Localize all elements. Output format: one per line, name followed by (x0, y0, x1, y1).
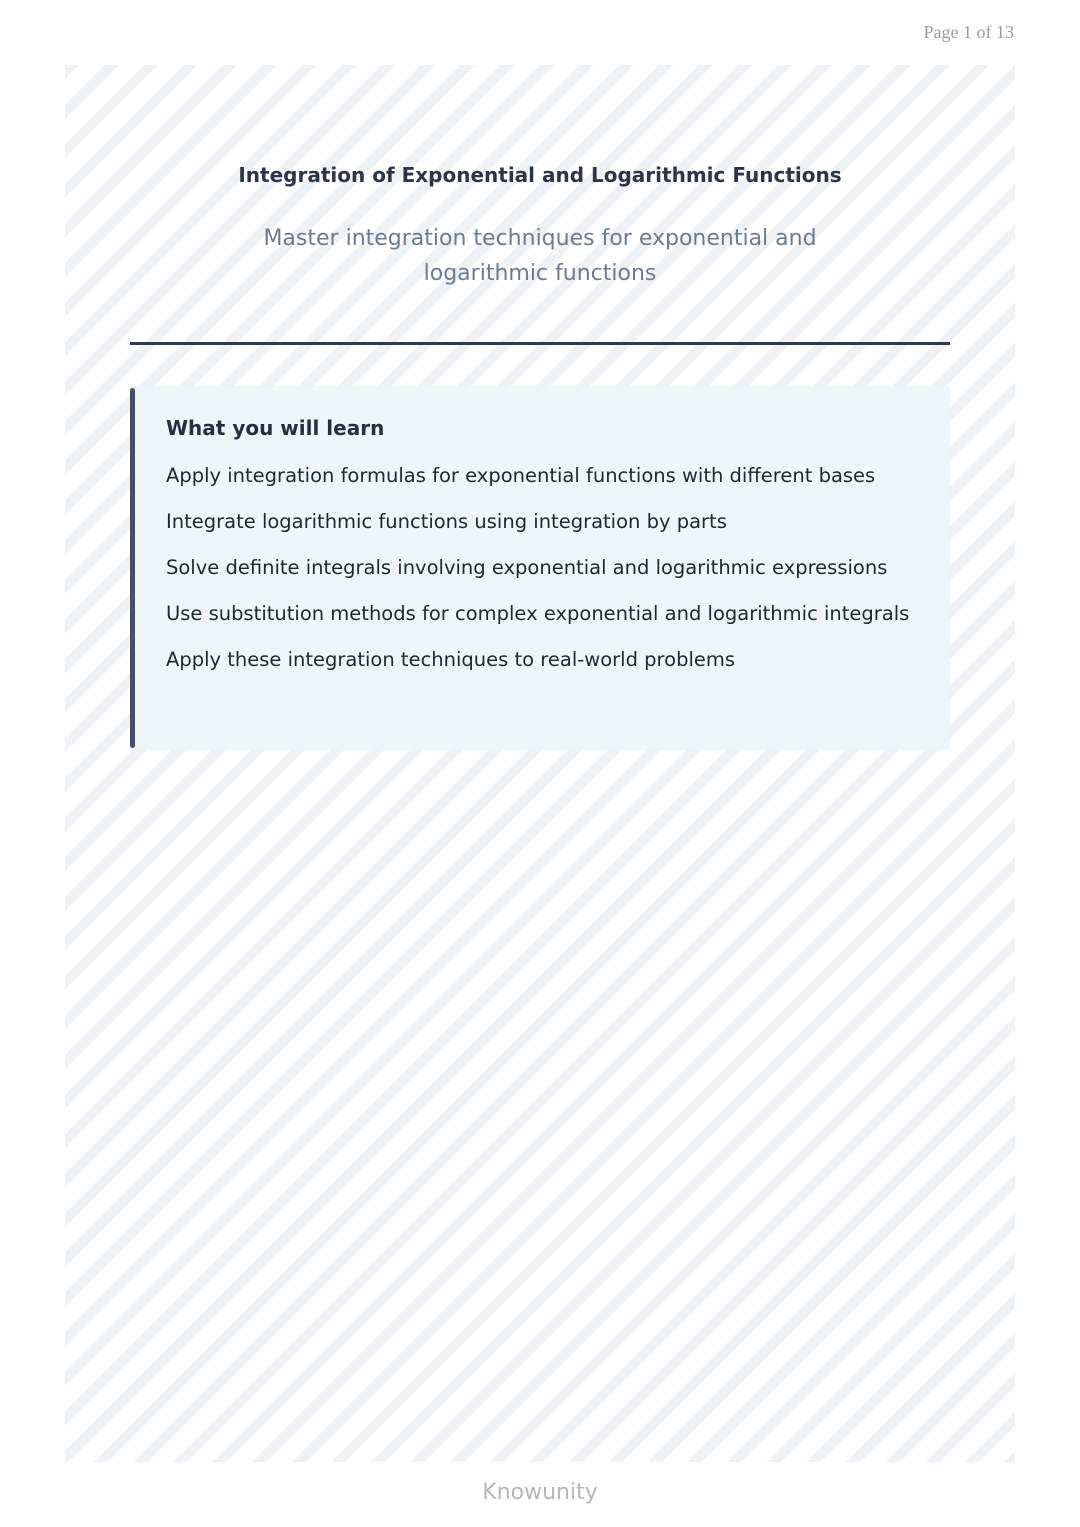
accent-bar (130, 388, 135, 748)
list-item: Solve definite integrals involving exponential and logarithmic expressions (166, 556, 888, 579)
list-item: Integrate logarithmic functions using integration by parts (166, 510, 727, 533)
page-indicator: Page 1 of 13 (923, 22, 1014, 42)
list-item: Apply integration formulas for exponential functions with different bases (166, 464, 876, 487)
document-subtitle: Master integration techniques for exponential and logarithmic functions (263, 226, 817, 286)
footer-brand: Knowunity (482, 1480, 598, 1505)
title-divider (130, 342, 950, 345)
learning-objectives-box (130, 386, 950, 750)
learning-objectives-list (166, 461, 926, 691)
document-page (65, 65, 1015, 1462)
list-item: Use substitution methods for complex exponential and logarithmic integrals (166, 602, 910, 625)
learning-objectives-heading: What you will learn (166, 416, 385, 440)
list-item: Apply these integration techniques to real-world problems (166, 648, 736, 671)
document-title: Integration of Exponential and Logarithmic Functions (238, 163, 842, 187)
